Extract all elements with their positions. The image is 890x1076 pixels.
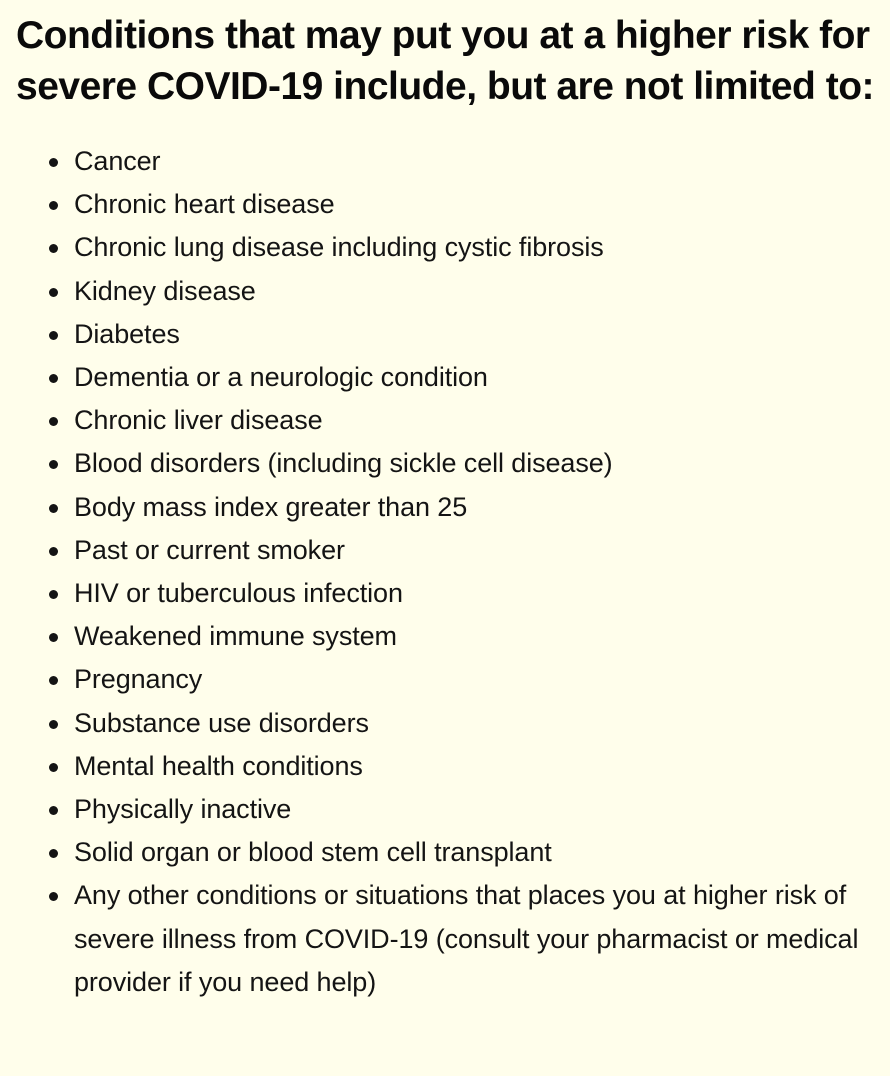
list-item: [16, 140, 874, 183]
bullet-icon: [49, 158, 58, 167]
list-item-text: Dementia or a neurologic condition: [74, 362, 488, 393]
list-item-text: Mental health conditions: [74, 750, 363, 781]
list-item-text: Blood disorders (including sickle cell disease): [74, 448, 613, 479]
bullet-icon: [49, 806, 58, 815]
list-item: [16, 745, 874, 788]
bullet-icon: [49, 504, 58, 513]
list-item-text: Chronic lung disease including cystic fibrosis: [74, 232, 604, 263]
list-item-text: Physically inactive: [74, 794, 292, 825]
list-item: [16, 442, 874, 485]
bullet-icon: [49, 374, 58, 383]
list-item: [16, 702, 874, 745]
list-item-text: Chronic heart disease: [74, 189, 335, 220]
bullet-icon: [49, 547, 58, 556]
bullet-icon: [49, 892, 58, 901]
list-item: [16, 874, 874, 1004]
list-item: [16, 615, 874, 658]
conditions-list: [16, 140, 874, 1004]
list-item-text: Diabetes: [74, 318, 180, 349]
bullet-icon: [49, 633, 58, 642]
bullet-icon: [49, 201, 58, 210]
list-item: [16, 831, 874, 874]
list-item: [16, 313, 874, 356]
list-item: [16, 270, 874, 313]
bullet-icon: [49, 417, 58, 426]
bullet-icon: [49, 288, 58, 297]
list-item-text: Pregnancy: [74, 664, 203, 695]
list-item: [16, 529, 874, 572]
list-item: [16, 399, 874, 442]
list-item: [16, 226, 874, 269]
list-item-text: Past or current smoker: [74, 534, 345, 565]
bullet-icon: [49, 720, 58, 729]
list-item-text: Body mass index greater than 25: [74, 491, 468, 522]
bullet-icon: [49, 244, 58, 253]
list-item: [16, 356, 874, 399]
list-item-text: Kidney disease: [74, 275, 256, 306]
list-item: [16, 788, 874, 831]
list-item: [16, 486, 874, 529]
list-item-text: Solid organ or blood stem cell transplant: [74, 837, 552, 868]
bullet-icon: [49, 590, 58, 599]
bullet-icon: [49, 763, 58, 772]
page-heading: Conditions that may put you at a higher risk for severe COVID-19 include, but are not limited to:: [16, 14, 875, 108]
list-item-text: Substance use disorders: [74, 707, 369, 738]
list-item: [16, 658, 874, 701]
bullet-icon: [49, 676, 58, 685]
bullet-icon: [49, 460, 58, 469]
list-item-text: HIV or tuberculous infection: [74, 578, 403, 609]
bullet-icon: [49, 849, 58, 858]
list-item-text: Chronic liver disease: [74, 405, 323, 436]
list-item-text: Weakened immune system: [74, 621, 397, 652]
list-item-text: Any other conditions or situations that places you at higher risk of severe illness from COVID-19 (consult your pharmacist or medical provider if you need help): [74, 880, 859, 997]
bullet-icon: [49, 331, 58, 340]
list-item-text: Cancer: [74, 146, 161, 176]
list-item: [16, 572, 874, 615]
list-item: [16, 183, 874, 226]
